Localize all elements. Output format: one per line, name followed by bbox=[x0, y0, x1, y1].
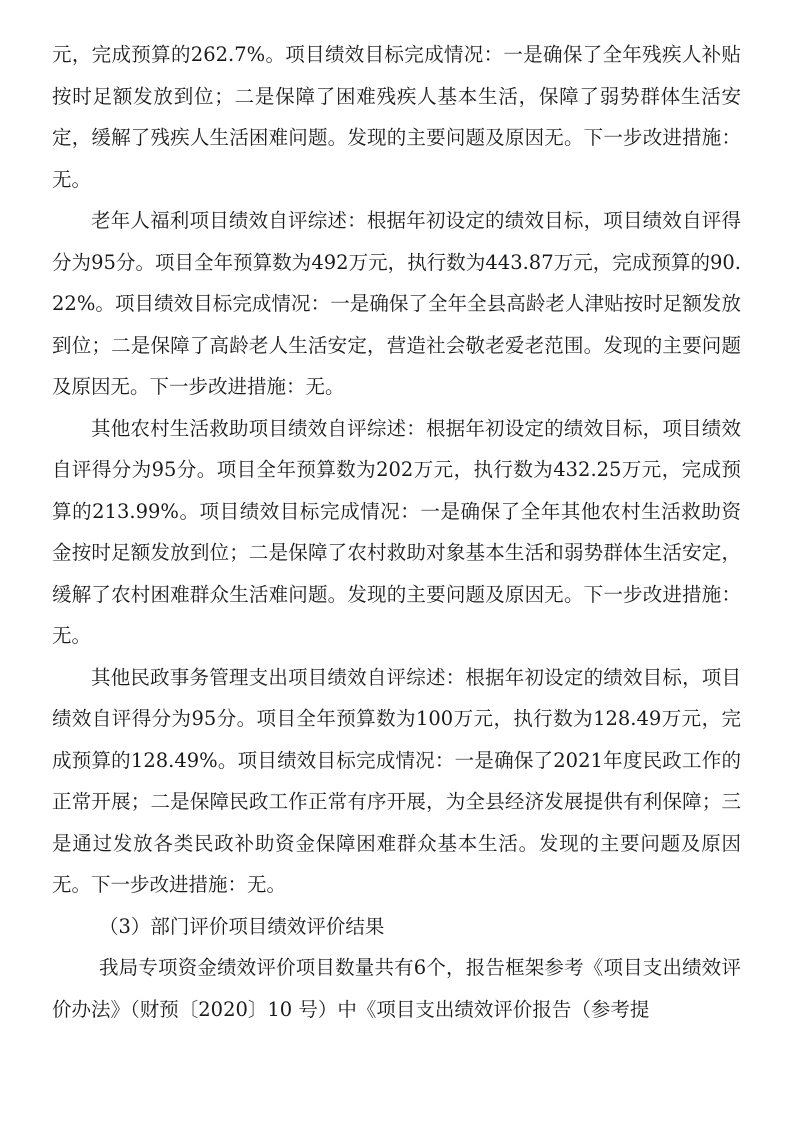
paragraph-rural-assistance: 其他农村生活救助项目绩效自评综述：根据年初设定的绩效目标，项目绩效自评得分为95分。项目全年预算数为202万元，执行数为432.25万元，完成预算的213.99%。项目绩效目标完成情况：一是确保了全年其他农村生活救助资金按时足额发放到位；二是保障了农村救助对象基本生活和弱势群体生活安定，缓解了农村困难群众生活难问题。发现的主要问题及原因无。下一步改进措施：无。 bbox=[52, 416, 741, 647]
paragraph-special-funds: 我局专项资金绩效评价项目数量共有6个，报告框架参考《项目支出绩效评价办法》（财预〔2020〕10 号）中《项目支出绩效评价报告（参考提 bbox=[52, 956, 741, 1021]
section-heading-department-evaluation: （3）部门评价项目绩效评价结果 bbox=[99, 914, 385, 938]
paragraph-disability-subsidy: 元，完成预算的262.7%。项目绩效目标完成情况：一是确保了全年残疾人补贴按时足额发放到位；二是保障了困难残疾人基本生活，保障了弱势群体生活安定，缓解了残疾人生活困难问题。发现的主要问题及原因无。下一步改进措施：无。 bbox=[52, 43, 741, 191]
paragraph-elderly-welfare: 老年人福利项目绩效自评综述：根据年初设定的绩效目标，项目绩效自评得分为95分。项目全年预算数为492万元，执行数为443.87万元，完成预算的90.22%。项目绩效目标完成情况：一是确保了全年全县高龄老人津贴按时足额发放到位；二是保障了高龄老人生活安定，营造社会敬老爱老范围。发现的主要问题及原因无。下一步改进措施：无。 bbox=[52, 209, 741, 398]
paragraph-civil-affairs: 其他民政事务管理支出项目绩效自评综述：根据年初设定的绩效目标，项目绩效自评得分为95分。项目全年预算数为100万元，执行数为128.49万元，完成预算的128.49%。项目绩效目标完成情况：一是确保了2021年度民政工作的正常开展；二是保障民政工作正常有序开展，为全县经济发展提供有利保障；三是通过发放各类民政补助资金保障困难群众基本生活。发现的主要问题及原因无。下一步改进措施：无。 bbox=[52, 665, 741, 896]
